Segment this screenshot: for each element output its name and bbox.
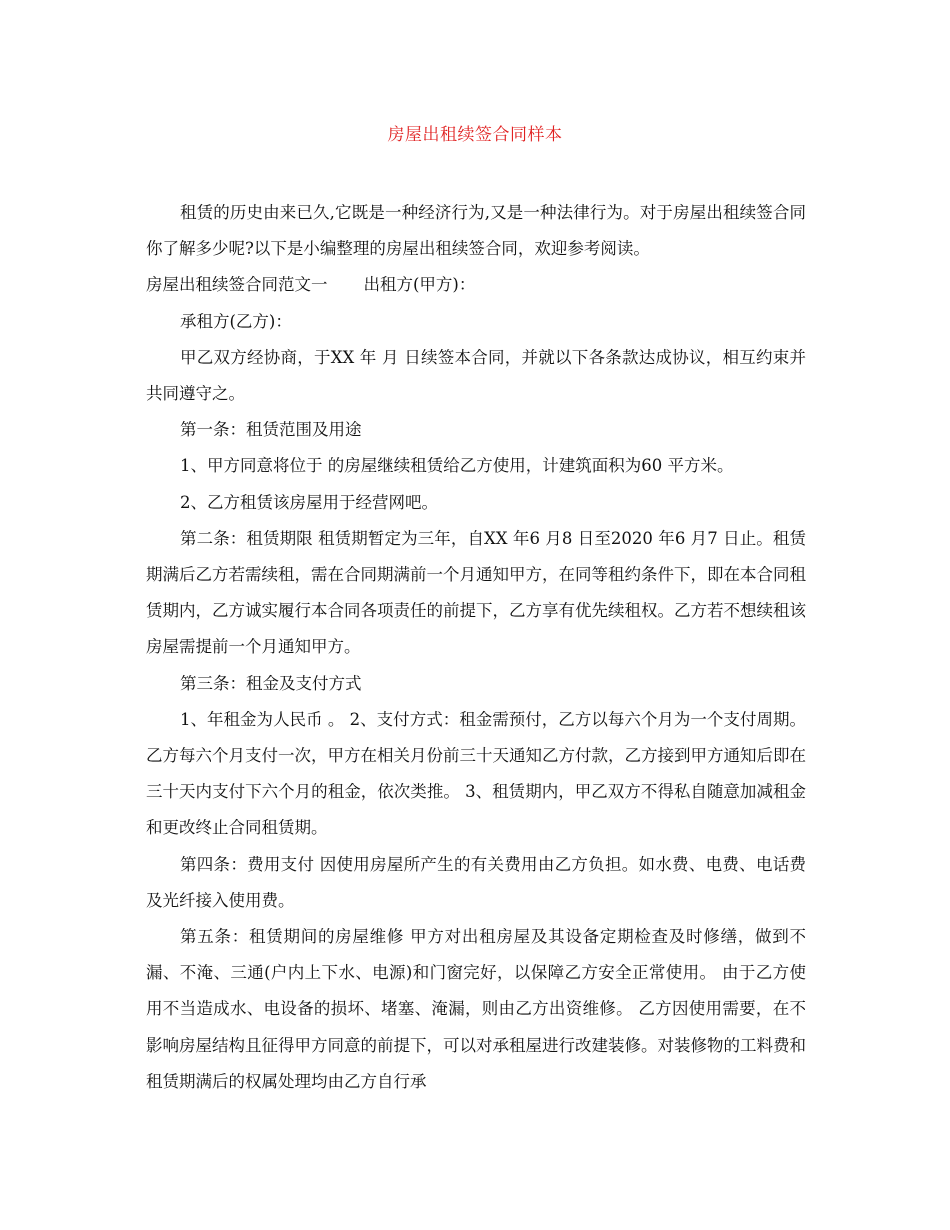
paragraph-heading-line [146, 267, 806, 303]
document-title: 房屋出租续签合同样本 [387, 125, 563, 145]
paragraph-article-4: 第四条：费用支付 因使用房屋所产生的有关费用由乙方负担。如水费、电费、电话费及光纤接入使用费。 [146, 854, 806, 910]
paragraph-article-5: 第五条：租赁期间的房屋维修 甲方对出租房屋及其设备定期检查及时修缮，做到不漏、不淹、三通(户内上下水、电源)和门窗完好，以保障乙方安全正常使用。 由于乙方使用不当造成水、电设备的损坏、堵塞、淹漏，则由乙方出资维修。 乙方因使用需要，在不影响房屋结构且征得甲方同意的前提下，可以对承租屋进行改建装修。对装修物的工料费和租赁期满后的权属处理均由乙方自行承 [146, 927, 806, 1091]
sample-heading: 房屋出租续签合同范文一 [146, 275, 328, 295]
paragraph-lessee: 承租方(乙方)： [180, 311, 292, 331]
paragraph-article-3-title: 第三条：租金及支付方式 [180, 673, 362, 693]
document-body [146, 195, 806, 1100]
paragraph-article-1-item-2: 2、乙方租赁该房屋用于经营网吧。 [180, 492, 438, 512]
lessor-label: 出租方(甲方)： [363, 275, 476, 295]
paragraph-article-1-title: 第一条：租赁范围及用途 [180, 420, 362, 440]
paragraph-article-1-item-1: 1、甲方同意将位于 的房屋继续租赁给乙方使用，计建筑面积为60 平方米。 [180, 456, 734, 476]
paragraph-intro: 租赁的历史由来已久,它既是一种经济行为,又是一种法律行为。对于房屋出租续签合同你了解多少呢?以下是小编整理的房屋出租续签合同，欢迎参考阅读。 [146, 203, 806, 259]
paragraph-article-3-body: 1、年租金为人民币 。 2、支付方式：租金需预付，乙方以每六个月为一个支付周期。乙方每六个月支付一次，甲方在相关月份前三十天通知乙方付款，乙方接到甲方通知后即在三十天内支付下六个月的租金，依次类推。 3、租赁期内，甲乙双方不得私自随意加减租金和更改终止合同租赁期。 [146, 709, 806, 838]
paragraph-article-2: 第二条：租赁期限 租赁期暂定为三年，自XX 年6 月8 日至2020 年6 月7 日止。租赁期满后乙方若需续租，需在合同期满前一个月通知甲方，在同等租约条件下，即在本合同租赁期内，乙方诚实履行本合同各项责任的前提下，乙方享有优先续租权。乙方若不想续租该房屋需提前一个月通知甲方。 [146, 528, 806, 657]
paragraph-agreement: 甲乙双方经协商，于XX 年 月 日续签本合同，并就以下各条款达成协议，相互约束并共同遵守之。 [146, 347, 806, 404]
